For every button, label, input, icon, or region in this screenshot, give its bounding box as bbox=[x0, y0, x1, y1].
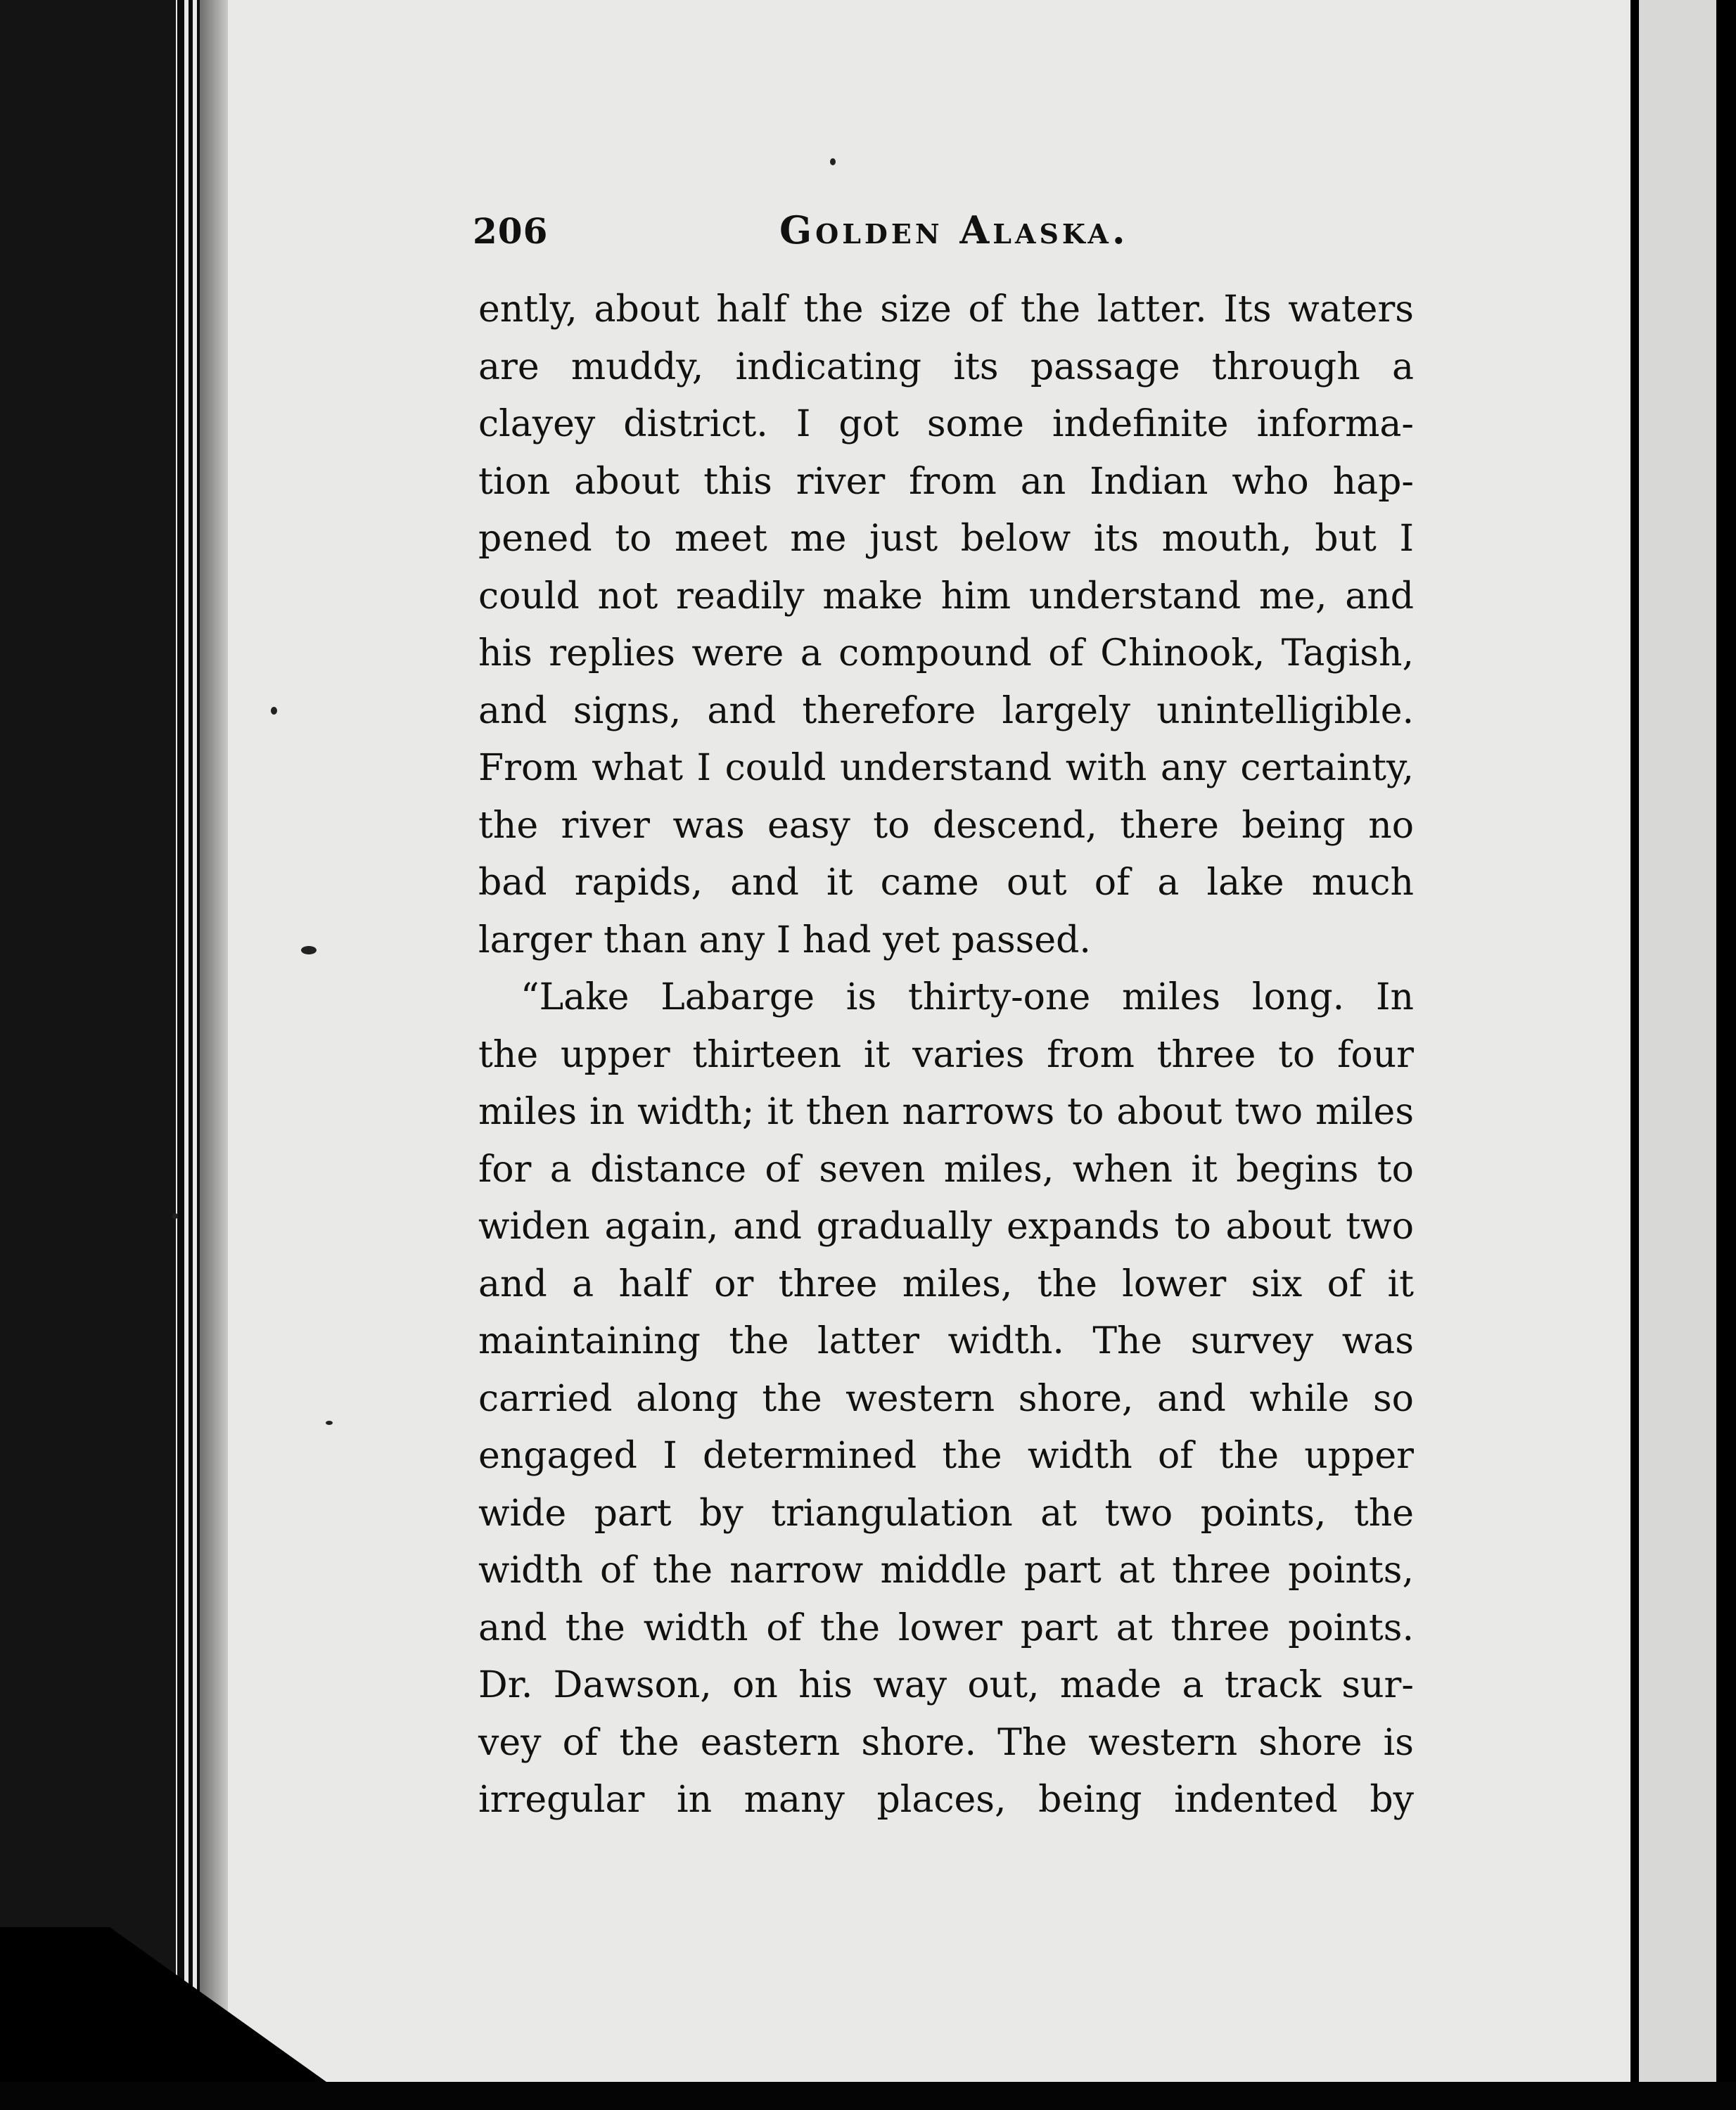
text-line: From what I could understand with any certainty, bbox=[478, 747, 1414, 789]
text-line: and signs, and therefore largely unintelligible. bbox=[478, 689, 1414, 732]
text-line: maintaining the latter width. The survey was bbox=[478, 1320, 1414, 1362]
ink-speck bbox=[326, 1421, 333, 1425]
ink-speck bbox=[830, 158, 836, 165]
text-line: carried along the western shore, and while so bbox=[478, 1377, 1414, 1420]
text-line: could not readily make him understand me, and bbox=[478, 575, 1414, 618]
page-edge-stack bbox=[200, 0, 228, 2110]
ink-speck bbox=[271, 707, 277, 715]
text-line: larger than any I had yet passed. bbox=[478, 919, 1091, 961]
text-line: engaged I determined the width of the upper bbox=[478, 1435, 1414, 1477]
text-line: bad rapids, and it came out of a lake much bbox=[478, 862, 1414, 904]
text-line: miles in width; it then narrows to about two miles bbox=[478, 1091, 1414, 1133]
text-line: and the width of the lower part at three points. bbox=[478, 1606, 1414, 1649]
text-line: and a half or three miles, the lower six of it bbox=[478, 1262, 1414, 1305]
scan-border-right bbox=[1716, 0, 1736, 2110]
text-line: for a distance of seven miles, when it begins to bbox=[478, 1148, 1414, 1191]
page-edge-line bbox=[189, 0, 193, 2110]
text-line: width of the narrow middle part at three points, bbox=[478, 1549, 1414, 1592]
running-title: Golden Alaska. bbox=[779, 207, 1129, 252]
text-line: Dr. Dawson, on his way out, made a track sur- bbox=[478, 1664, 1414, 1706]
running-header bbox=[473, 200, 1415, 264]
gutter-shadow-right bbox=[1630, 0, 1639, 2110]
text-line: tion about this river from an Indian who hap- bbox=[478, 460, 1414, 503]
ink-speck bbox=[172, 1213, 178, 1219]
scan-border-bottom bbox=[0, 2082, 1736, 2110]
page-edge-line bbox=[177, 0, 184, 2110]
body-text bbox=[478, 281, 1414, 1829]
text-line: pened to meet me just below its mouth, but I bbox=[478, 518, 1414, 560]
text-line: widen again, and gradually expands to about two bbox=[478, 1206, 1414, 1248]
text-line: the upper thirteen it varies from three to four bbox=[478, 1033, 1414, 1076]
text-line: ently, about half the size of the latter. Its waters bbox=[478, 288, 1414, 331]
binding-shadow bbox=[0, 0, 176, 2110]
text-line: irregular in many places, being indented by bbox=[478, 1779, 1414, 1821]
text-line: wide part by triangulation at two points, the bbox=[478, 1492, 1414, 1535]
text-line: “Lake Labarge is thirty-one miles long. In bbox=[521, 976, 1414, 1018]
page-number: 206 bbox=[473, 210, 549, 252]
ink-speck bbox=[301, 946, 317, 954]
text-line: the river was easy to descend, there being no bbox=[478, 804, 1414, 847]
text-line: vey of the eastern shore. The western shore is bbox=[478, 1721, 1414, 1764]
text-line: are muddy, indicating its passage through a bbox=[478, 345, 1414, 388]
text-line: his replies were a compound of Chinook, Tagish, bbox=[478, 632, 1414, 674]
text-line: clayey district. I got some indefinite informa- bbox=[478, 403, 1414, 445]
